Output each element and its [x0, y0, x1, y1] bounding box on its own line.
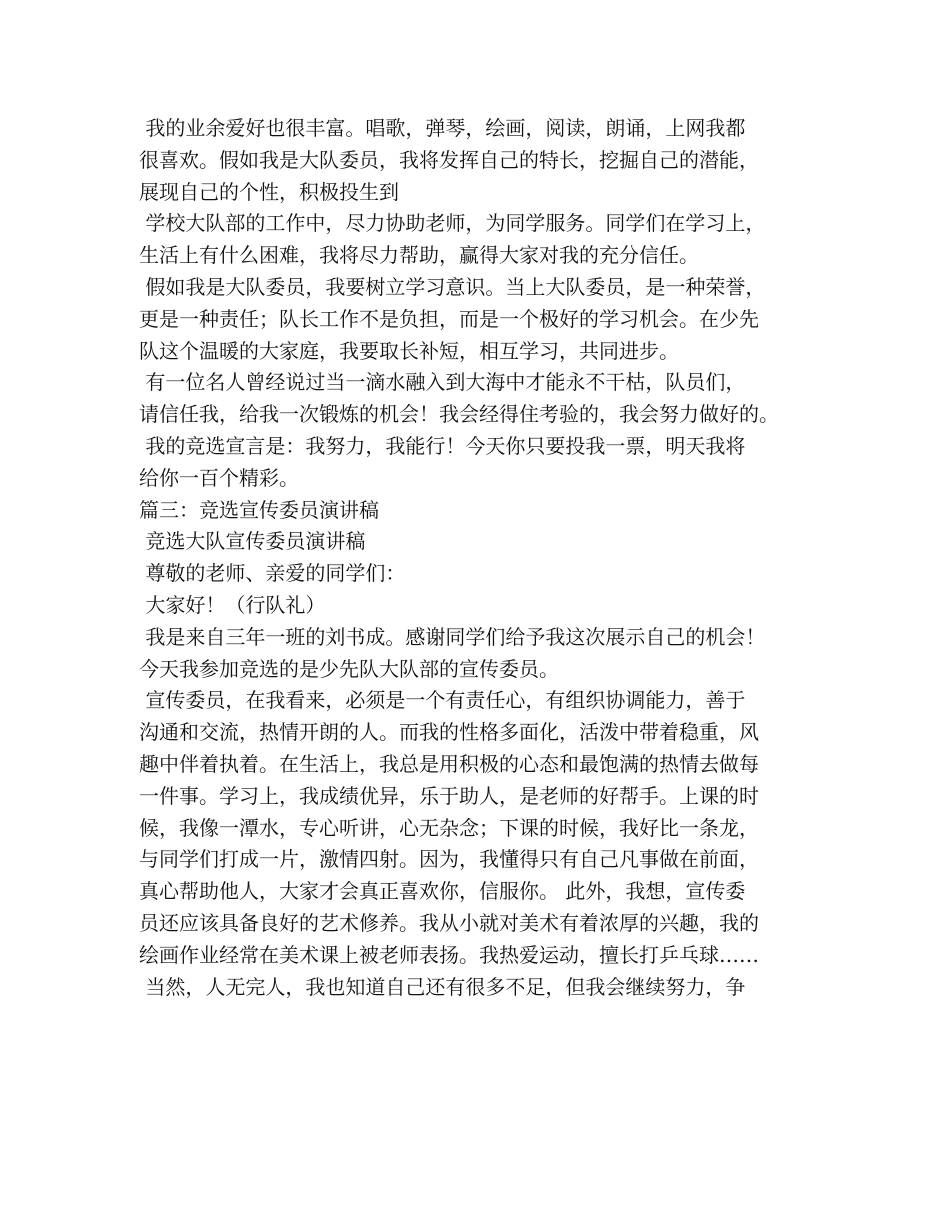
text-line: 宣传委员，在我看来，必须是一个有责任心，有组织协调能力，善于 [139, 688, 746, 713]
text-line: 队这个温暖的大家庭，我要取长补短，相互学习，共同进步。 [139, 338, 679, 363]
text-line: 假如我是大队委员，我要树立学习意识。当上大队委员，是一种荣誉， [139, 274, 766, 299]
text-line: 绘画作业经常在美术课上被老师表扬。我热爱运动，擅长打乒乓球…… [139, 942, 759, 967]
text-line: 今天我参加竞选的是少先队大队部的宣传委员。 [139, 656, 559, 681]
text-line: 当然，人无完人，我也知道自己还有很多不足，但我会继续努力，争 [139, 974, 746, 999]
text-line: 有一位名人曾经说过当一滴水融入到大海中才能永不干枯，队员们， [139, 370, 746, 395]
section-heading: 篇三：竞选宣传委员演讲稿 [139, 497, 379, 522]
text-line: 生活上有什么困难，我将尽力帮助，赢得大家对我的充分信任。 [139, 243, 699, 268]
salutation: 尊敬的老师、亲爱的同学们： [139, 561, 406, 586]
text-line: 沟通和交流，热情开朗的人。而我的性格多面化，活泼中带着稳重，风 [139, 720, 759, 745]
text-line: 给你一百个精彩。 [139, 465, 299, 490]
text-line: 趣中伴着执着。在生活上，我总是用积极的心态和最饱满的热情去做每 [139, 751, 759, 776]
text-line: 学校大队部的工作中，尽力协助老师，为同学服务。同学们在学习上， [139, 211, 766, 236]
greeting: 大家好！（行队礼） [139, 592, 326, 617]
text-line: 很喜欢。假如我是大队委员，我将发挥自己的特长，挖掘自己的潜能， [139, 147, 759, 172]
text-line: 展现自己的个性，积极投生到 [139, 179, 399, 204]
text-line: 更是一种责任；队长工作不是负担，而是一个极好的学习机会。在少先 [139, 306, 759, 331]
text-line: 我是来自三年一班的刘书成。感谢同学们给予我这次展示自己的机会！ [139, 624, 766, 649]
text-line: 我的竞选宣言是：我努力，我能行！今天你只要投我一票，明天我将 [139, 433, 746, 458]
speech-title: 竞选大队宣传委员演讲稿 [139, 529, 366, 554]
text-line: 真心帮助他人，大家才会真正喜欢你，信服你。 此外，我想，宣传委 [139, 879, 746, 904]
document-body [139, 113, 829, 1003]
text-line: 一件事。学习上，我成绩优异，乐于助人，是老师的好帮手。上课的时 [139, 783, 759, 808]
text-line: 请信任我，给我一次锻炼的机会！我会经得住考验的，我会努力做好的。 [139, 402, 779, 427]
text-line: 候，我像一潭水，专心听讲，心无杂念；下课的时候，我好比一条龙， [139, 815, 759, 840]
text-line: 员还应该具备良好的艺术修养。我从小就对美术有着浓厚的兴趣，我的 [139, 910, 759, 935]
text-line: 我的业余爱好也很丰富。唱歌，弹琴，绘画，阅读，朗诵，上网我都 [139, 116, 746, 140]
text-line: 与同学们打成一片，激情四射。因为，我懂得只有自己凡事做在前面， [139, 847, 759, 872]
